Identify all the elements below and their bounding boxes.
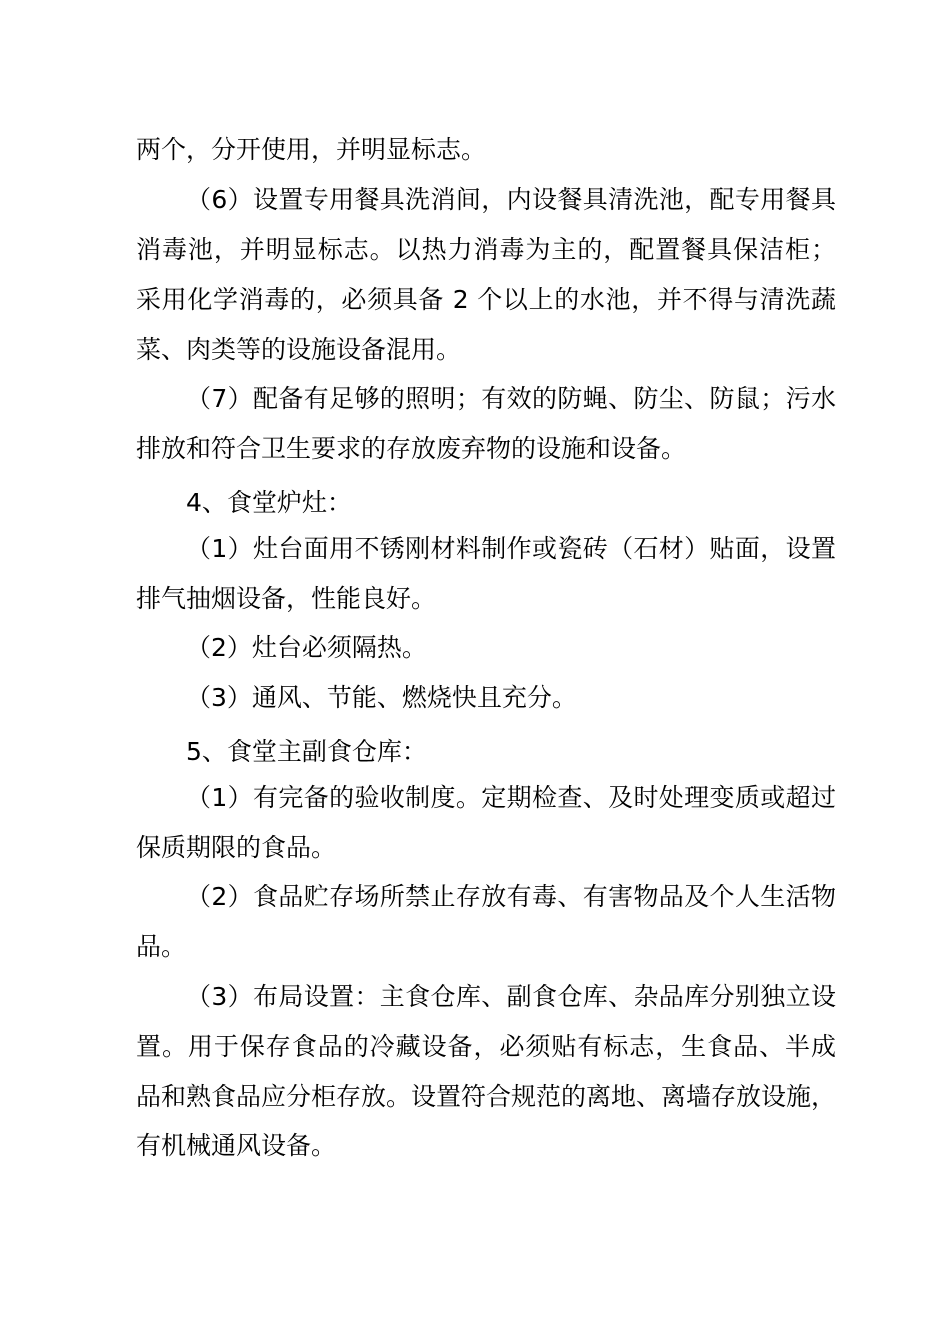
text-line: 品和熟食品应分柜存放。设置符合规范的离地、离墙存放设施， [136,1082,837,1111]
text-line: 消毒池，并明显标志。以热力消毒为主的，配置餐具保洁柜； [136,235,836,264]
text-line: 置。用于保存食品的冷藏设备，必须贴有标志，生食品、半成 [136,1032,836,1061]
text-line: 品。 [136,932,187,961]
text-line: （2）灶台必须隔热。 [186,633,427,662]
text-line: 排气抽烟设备，性能良好。 [136,584,437,613]
text-line: （3）通风、节能、燃烧快且充分。 [186,683,577,712]
text-line: 有机械通风设备。 [136,1131,337,1160]
text-line: （3）布局设置：主食仓库、副食仓库、杂品库分别独立设 [186,982,836,1011]
text-line: 采用化学消毒的，必须具备 2 个以上的水池，并不得与清洗蔬 [136,285,836,314]
text-line: （7）配备有足够的照明；有效的防蝇、防尘、防鼠；污水 [186,384,836,413]
text-line: 菜、肉类等的设施设备混用。 [136,335,462,364]
section-heading: 4、食堂炉灶： [186,488,352,517]
text-line: （2）食品贮存场所禁止存放有毒、有害物品及个人生活物 [186,882,836,911]
text-line: （6）设置专用餐具洗消间，内设餐具清洗池，配专用餐具 [186,185,836,214]
text-line: （1）灶台面用不锈刚材料制作或瓷砖（石材）贴面，设置 [186,534,836,563]
text-line: （1）有完备的验收制度。定期检查、及时处理变质或超过 [186,783,836,812]
text-line: 保质期限的食品。 [136,833,337,862]
section-heading: 5、食堂主副食仓库： [186,737,427,766]
text-line: 排放和符合卫生要求的存放废弃物的设施和设备。 [136,434,687,463]
text-line: 两个，分开使用，并明显标志。 [136,135,487,164]
